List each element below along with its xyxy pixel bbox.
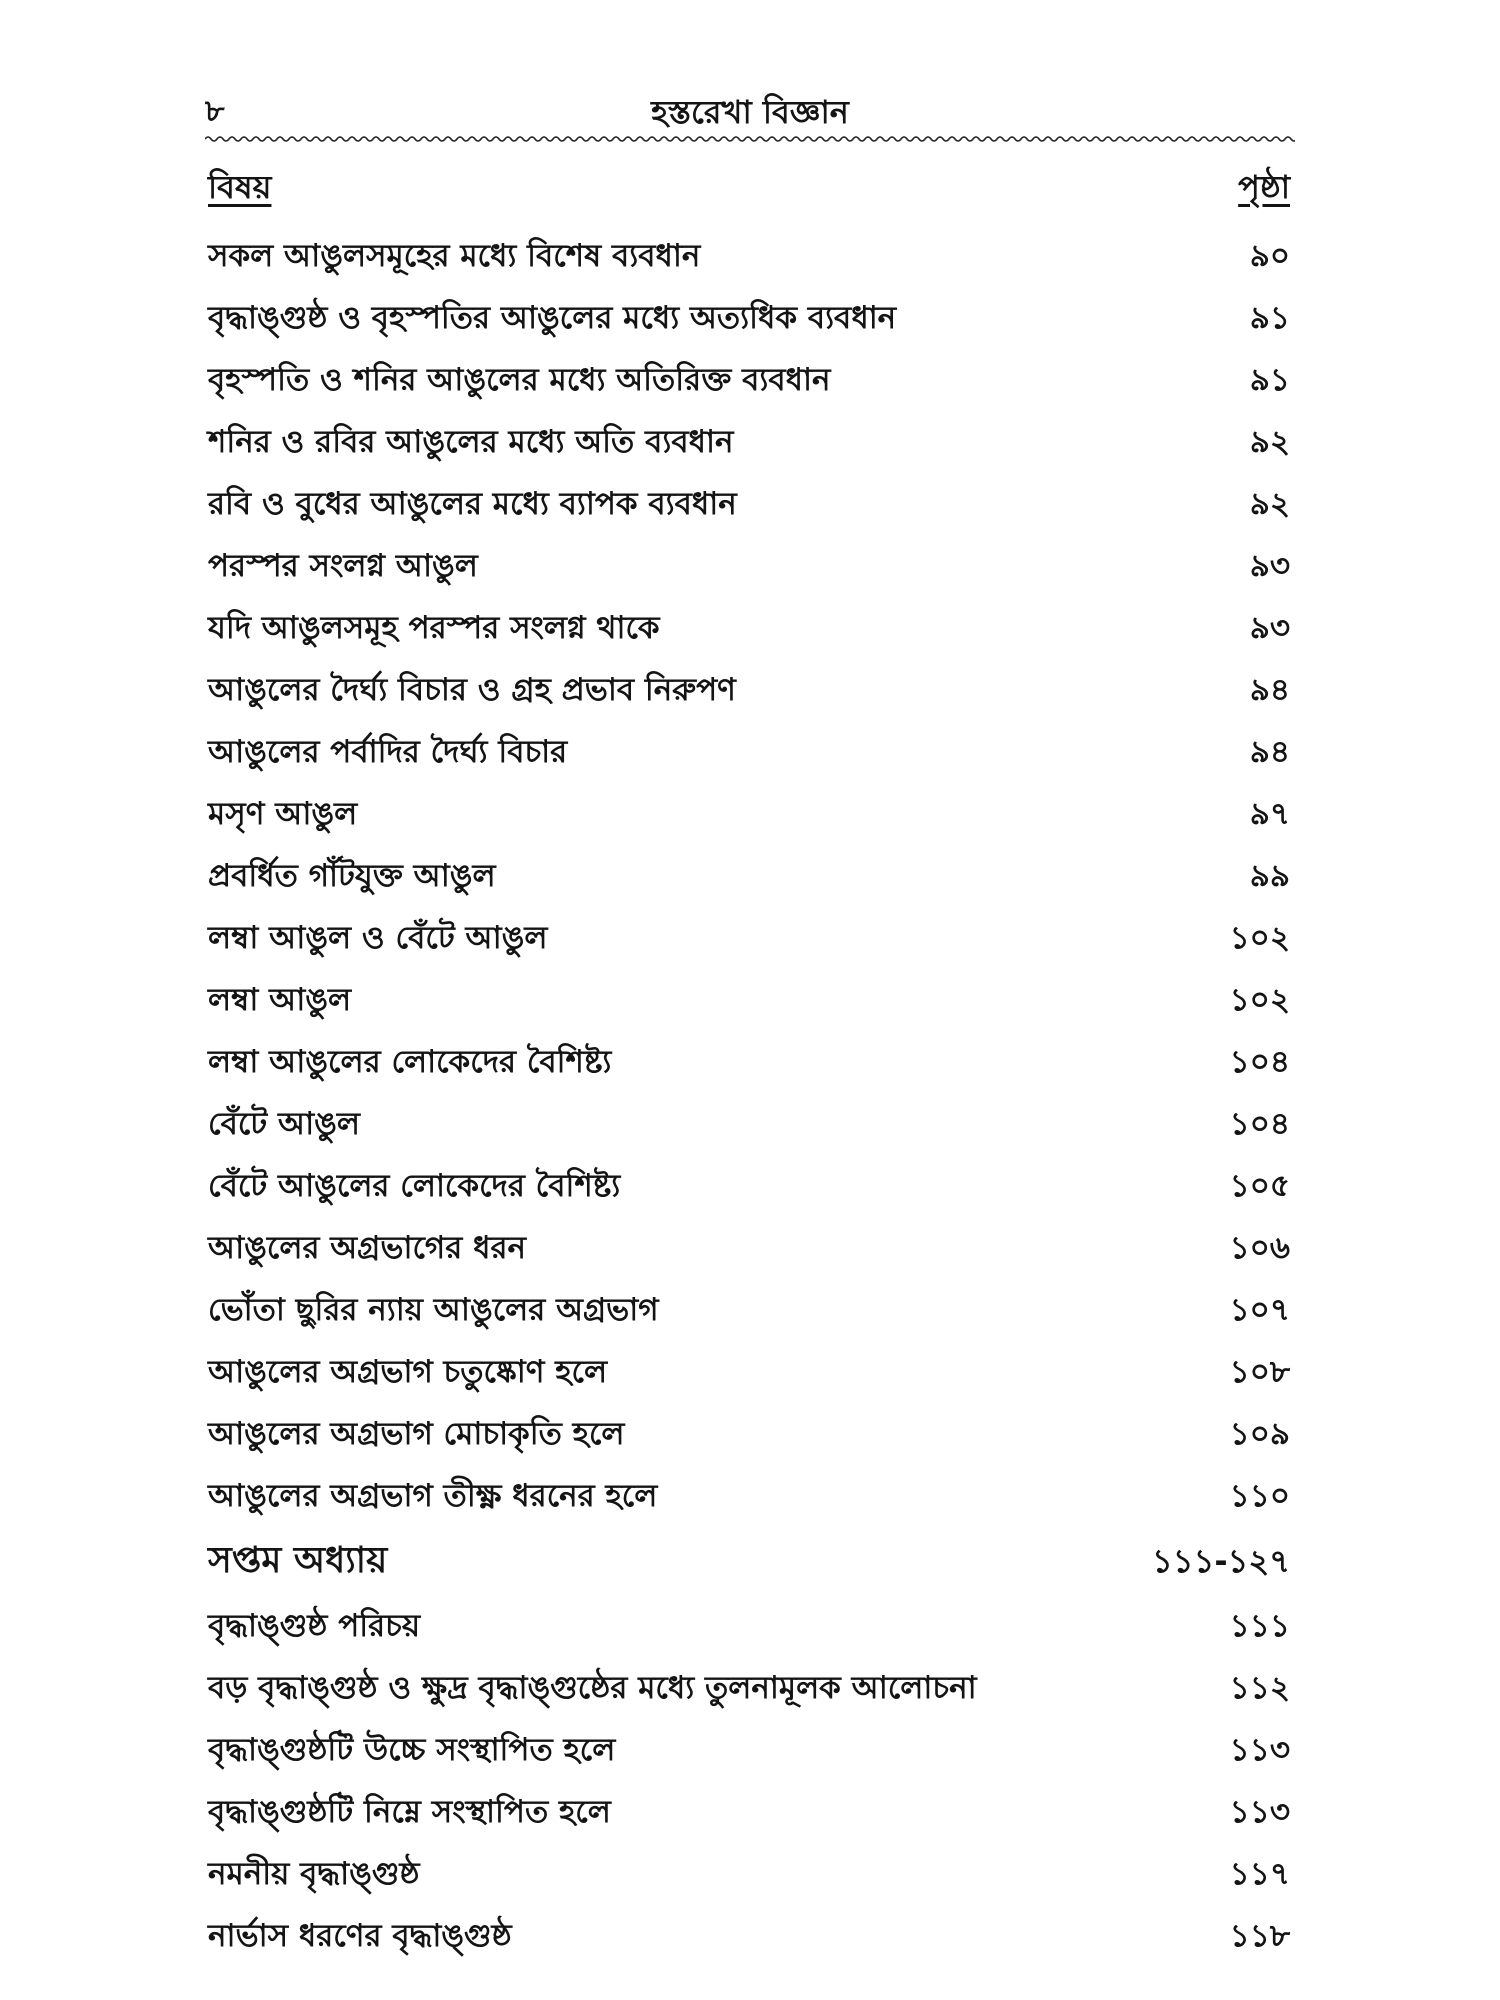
toc-entry-page: ১১৭ (1229, 1856, 1290, 1892)
toc-entry-title: আঙুলের অগ্রভাগ তীক্ষ্ণ ধরনের হলে (208, 1478, 658, 1514)
toc-entry-page: ১০৭ (1229, 1292, 1290, 1328)
toc-row (208, 349, 1290, 411)
toc-row (208, 845, 1290, 907)
toc-entry-title: প্রবর্ধিত গাঁটযুক্ত আঙুল (208, 858, 496, 894)
toc-row (208, 1843, 1290, 1905)
topic-column-header: বিষয় (208, 168, 272, 206)
toc-entry-title: আঙুলের অগ্রভাগ মোচাকৃতি হলে (208, 1416, 625, 1452)
toc-row (208, 1905, 1290, 1967)
table-of-contents (208, 225, 1290, 1967)
toc-row (208, 225, 1290, 287)
toc-row (208, 659, 1290, 721)
toc-row (208, 1595, 1290, 1657)
toc-entry-title: রবি ও বুধের আঙুলের মধ্যে ব্যাপক ব্যবধান (208, 486, 737, 522)
toc-entry-title: বৃদ্ধাঙ্গুষ্ঠটি নিম্নে সংস্থাপিত হলে (208, 1794, 611, 1830)
toc-entry-title: নমনীয় বৃদ্ধাঙ্গুষ্ঠ (208, 1856, 420, 1892)
toc-row (208, 535, 1290, 597)
toc-entry-page: ১১৮ (1229, 1918, 1290, 1954)
toc-entry-page: ৯১ (1249, 300, 1290, 336)
toc-entry-page: ৯১ (1249, 362, 1290, 398)
toc-row (208, 1031, 1290, 1093)
toc-row (208, 1657, 1290, 1719)
toc-entry-title: পরস্পর সংলগ্ন আঙুল (208, 548, 478, 584)
toc-entry-title: আঙুলের অগ্রভাগ চতুষ্কোণ হলে (208, 1354, 608, 1390)
toc-entry-title: মসৃণ আঙুল (208, 796, 358, 832)
toc-row (208, 721, 1290, 783)
toc-entry-title: বড় বৃদ্ধাঙ্গুষ্ঠ ও ক্ষুদ্র বৃদ্ধাঙ্গুষ্ঠের মধ্যে তুলনামূলক আলোচনা (208, 1670, 977, 1706)
toc-entry-title: বৃদ্ধাঙ্গুষ্ঠটি উচ্চে সংস্থাপিত হলে (208, 1732, 616, 1768)
toc-entry-title: বেঁটে আঙুল (208, 1106, 360, 1142)
toc-entry-page: ৯৪ (1249, 672, 1290, 708)
toc-entry-title: বৃদ্ধাঙ্গুষ্ঠ ও বৃহস্পতির আঙুলের মধ্যে অত্যধিক ব্যবধান (208, 300, 897, 336)
toc-entry-page: ৯৯ (1249, 858, 1290, 894)
toc-entry-title: সকল আঙুলসমূহের মধ্যে বিশেষ ব্যবধান (208, 238, 701, 274)
toc-entry-page: ৯৩ (1249, 548, 1290, 584)
toc-entry-page: ১০৪ (1229, 1044, 1290, 1080)
toc-entry-page: ১১৩ (1229, 1732, 1290, 1768)
toc-entry-page: ৯২ (1249, 424, 1290, 460)
toc-row (208, 1465, 1290, 1527)
toc-row (208, 1341, 1290, 1403)
chapter-page-range: ১১১-১২৭ (1152, 1542, 1290, 1580)
toc-entry-title: আঙুলের পর্বাদির দৈর্ঘ্য বিচার (208, 734, 568, 770)
toc-row (208, 1719, 1290, 1781)
toc-entry-page: ১১২ (1229, 1670, 1290, 1706)
page-column-header: পৃষ্ঠা (1238, 168, 1290, 206)
toc-row (208, 1217, 1290, 1279)
toc-entry-title: বেঁটে আঙুলের লোকেদের বৈশিষ্ট্য (208, 1168, 621, 1204)
toc-row (208, 1093, 1290, 1155)
toc-entry-page: ১০৯ (1229, 1416, 1290, 1452)
toc-entry-page: ৯২ (1249, 486, 1290, 522)
toc-row (208, 1279, 1290, 1341)
toc-entry-title: লম্বা আঙুল (208, 982, 352, 1018)
toc-entry-page: ১০২ (1229, 920, 1290, 956)
toc-entry-page: ১০৫ (1229, 1168, 1290, 1204)
toc-entry-page: ১০২ (1229, 982, 1290, 1018)
toc-row (208, 287, 1290, 349)
toc-entry-title: লম্বা আঙুলের লোকেদের বৈশিষ্ট্য (208, 1044, 612, 1080)
toc-entry-page: ১১০ (1229, 1478, 1290, 1514)
toc-row (208, 411, 1290, 473)
wavy-divider (205, 134, 1295, 144)
toc-entry-title: আঙুলের দৈর্ঘ্য বিচার ও গ্রহ প্রভাব নিরুপণ (208, 672, 736, 708)
toc-entry-title: ভোঁতা ছুরির ন্যায় আঙুলের অগ্রভাগ (208, 1292, 659, 1328)
toc-entry-page: ৯৭ (1249, 796, 1290, 832)
toc-entry-title: নার্ভাস ধরণের বৃদ্ধাঙ্গুষ্ঠ (208, 1918, 512, 1954)
toc-row (208, 783, 1290, 845)
toc-entry-page: ১০৬ (1229, 1230, 1290, 1266)
toc-row (208, 1155, 1290, 1217)
toc-entry-title: শনির ও রবির আঙুলের মধ্যে অতি ব্যবধান (208, 424, 734, 460)
toc-entry-title: বৃদ্ধাঙ্গুষ্ঠ পরিচয় (208, 1608, 421, 1644)
toc-entry-page: ১০৮ (1229, 1354, 1290, 1390)
toc-entry-page: ১১১ (1229, 1608, 1290, 1644)
toc-entry-page: ৯৪ (1249, 734, 1290, 770)
toc-row (208, 1403, 1290, 1465)
toc-row (208, 1781, 1290, 1843)
toc-entry-title: যদি আঙুলসমূহ পরস্পর সংলগ্ন থাকে (208, 610, 660, 646)
toc-entry-title: বৃহস্পতি ও শনির আঙুলের মধ্যে অতিরিক্ত ব্যবধান (208, 362, 831, 398)
toc-entry-page: ১১৩ (1229, 1794, 1290, 1830)
toc-entry-title: লম্বা আঙুল ও বেঁটে আঙুল (208, 920, 548, 956)
toc-entry-title: আঙুলের অগ্রভাগের ধরন (208, 1230, 526, 1266)
toc-row (208, 597, 1290, 659)
running-title: হস্তরেখা বিজ্ঞান (651, 93, 849, 131)
toc-row (208, 473, 1290, 535)
toc-entry-page: ১০৪ (1229, 1106, 1290, 1142)
chapter-heading-row (208, 1527, 1290, 1595)
toc-row (208, 969, 1290, 1031)
toc-entry-page: ৯০ (1249, 238, 1290, 274)
toc-row (208, 907, 1290, 969)
page-number: ৮ (205, 94, 225, 129)
chapter-title: সপ্তম অধ্যায় (208, 1540, 388, 1581)
toc-entry-page: ৯৩ (1249, 610, 1290, 646)
